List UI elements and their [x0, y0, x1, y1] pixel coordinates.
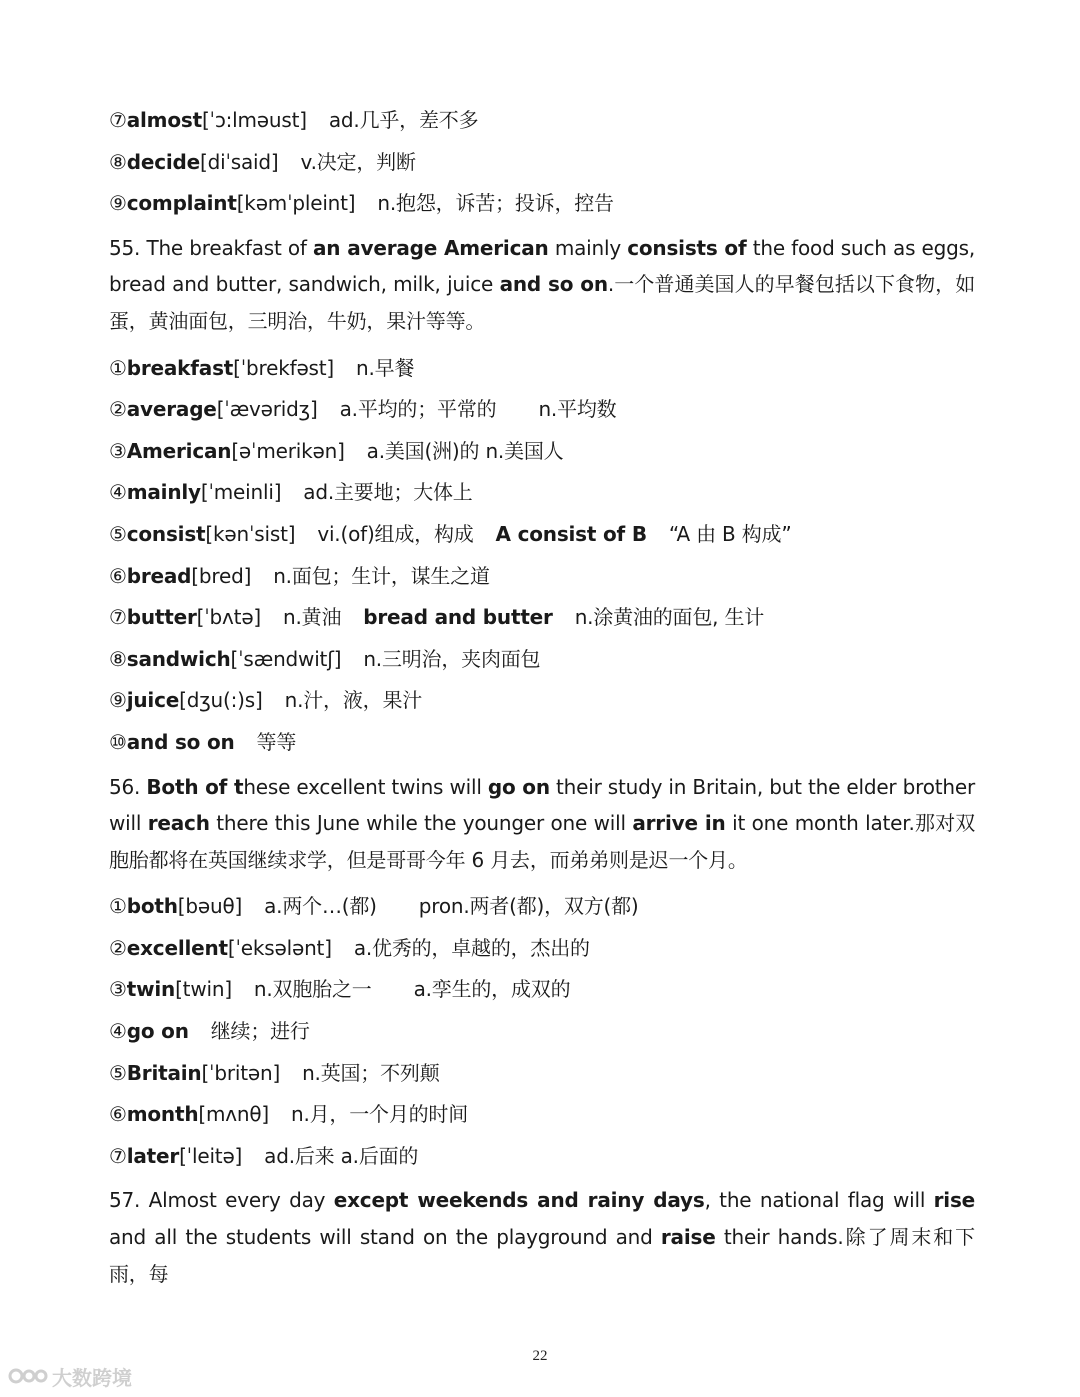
- entry-number: ④: [109, 1019, 127, 1044]
- entry-word: consist: [126, 521, 206, 546]
- key-phrase: an average American: [313, 235, 549, 260]
- entry-definition: 继续；进行: [210, 1019, 310, 1044]
- page-number: 22: [532, 1348, 548, 1364]
- entry-phonetic: [ˈbritən]: [201, 1060, 281, 1085]
- entry-word: month: [126, 1102, 199, 1127]
- entry-word: go on: [126, 1019, 189, 1044]
- entry-definition: a.美国(洲)的 n.美国人: [366, 438, 564, 463]
- vocab-entry: [109, 886, 975, 928]
- key-phrase: and so on: [499, 272, 608, 297]
- vocab-entry: [109, 1011, 975, 1053]
- vocab-entry: [109, 928, 975, 970]
- entry-word: later: [126, 1143, 180, 1168]
- entry-number: ⑩: [109, 729, 127, 754]
- entry-number: ①: [109, 894, 127, 919]
- vocab-entry: [109, 680, 975, 722]
- sentence-text: and all the students will stand on the playground and: [109, 1225, 661, 1250]
- entry-number: ⑤: [109, 1060, 127, 1085]
- entry-phonetic: [twin]: [175, 977, 232, 1002]
- sentence-text: .一个普通美国人的早餐包括以下食物，如蛋，黄油面包，三明治，牛奶，果汁等等。: [109, 272, 975, 333]
- sentence-text: 55. The breakfast of: [109, 235, 314, 260]
- entry-word: both: [126, 894, 178, 919]
- entry-phrase-definition: n.涂黄油的面包, 生计: [574, 605, 765, 630]
- entry-number: ⑥: [109, 563, 127, 588]
- entry-word: sandwich: [126, 646, 231, 671]
- entry-definition: pron.两者(都)，双方(都): [418, 894, 639, 919]
- vocab-entry: [109, 472, 975, 514]
- sentence-text: their study in Britain, but the elder brother will: [109, 774, 975, 836]
- sentence-text: it one month later.那对双胞胎都将在英国继续求学，但是哥哥今年 6 月去，而弟弟则是迟一个月。: [109, 811, 976, 872]
- entry-definition: ad.几乎，差不多: [328, 108, 479, 132]
- sentence-text: , the national flag will: [704, 1188, 934, 1213]
- entry-number: ⑦: [109, 1143, 127, 1168]
- vocab-entry: [109, 348, 975, 390]
- key-phrase: except weekends and rainy days: [333, 1188, 705, 1213]
- entry-definition: a.优秀的，卓越的，杰出的: [353, 935, 590, 960]
- key-phrase: consists of: [627, 235, 747, 260]
- entry-phonetic: [ˈbrekfəst]: [233, 355, 335, 380]
- vocab-entry: [109, 100, 975, 142]
- sentence-text: mainly: [548, 235, 628, 260]
- entry-number: ②: [109, 397, 127, 422]
- entry-word: butter: [126, 605, 197, 630]
- entry-definition: n.平均数: [538, 397, 617, 422]
- entry-definition: a.平均的；平常的: [339, 397, 497, 422]
- entry-definition: n.抱怨，诉苦；投诉，控告: [377, 191, 614, 216]
- vocab-entry: [109, 431, 975, 473]
- vocab-entry: [109, 1094, 975, 1136]
- entry-definition: n.汁，液，果汁: [284, 688, 423, 713]
- entry-number: ⑨: [109, 688, 127, 713]
- entry-definition: ad.后来 a.后面的: [264, 1143, 419, 1168]
- vocab-entry: [109, 597, 975, 639]
- entry-number: ⑦: [109, 605, 127, 630]
- vocab-entry: [109, 142, 975, 184]
- entry-word: Britain: [126, 1060, 202, 1085]
- entry-phonetic: [bəuθ]: [177, 894, 243, 919]
- vocab-entry: [109, 389, 975, 431]
- entry-phonetic: [dʒu(:)s]: [179, 688, 263, 713]
- entry-definition: ad.主要地；大体上: [303, 480, 473, 505]
- entry-phonetic: [kəmˈpleint]: [236, 191, 356, 216]
- entry-word: decide: [126, 149, 201, 174]
- entry-phonetic: [ˈsændwitʃ]: [230, 646, 342, 671]
- entry-phonetic: [kənˈsist]: [205, 521, 296, 546]
- sentence-text: their hands.除了周末和下雨，每: [109, 1225, 975, 1286]
- entry-word: mainly: [126, 480, 201, 505]
- vocab-entry: [109, 1053, 975, 1095]
- sentence-text: 56.: [109, 774, 147, 799]
- key-phrase: arrive in: [632, 811, 726, 836]
- example-sentence: [109, 769, 975, 879]
- entry-phonetic: [ˈeksələnt]: [227, 935, 332, 960]
- vocab-entry: [109, 514, 975, 556]
- entry-definition: n.面包；生计，谋生之道: [273, 563, 490, 588]
- entry-word: American: [126, 438, 232, 463]
- entry-phonetic: [ˈmeinli]: [200, 480, 282, 505]
- vocab-entry: [109, 556, 975, 598]
- watermark-logo-icon: [8, 1365, 48, 1387]
- entry-definition: n.黄油: [283, 605, 342, 630]
- entry-definition: n.英国；不列颠: [302, 1060, 440, 1085]
- entry-phonetic: [ˈævəridʒ]: [216, 397, 318, 422]
- sentence-text: 57. Almost every day: [109, 1188, 334, 1213]
- entry-number: ③: [109, 977, 127, 1002]
- key-phrase: reach: [147, 811, 210, 836]
- entry-number: ⑦: [109, 108, 127, 132]
- entry-word: excellent: [126, 935, 228, 960]
- key-phrase: go on: [487, 774, 550, 799]
- sentence-text: hese excellent twins will: [243, 774, 488, 799]
- entry-phonetic: [ˈbʌtə]: [196, 605, 262, 630]
- example-sentence: [109, 1182, 975, 1292]
- entry-phonetic: [ˈleitə]: [179, 1143, 243, 1168]
- entry-definition: v.决定，判断: [300, 149, 416, 174]
- watermark-text: 大数跨境: [52, 1365, 132, 1390]
- entry-definition: n.早餐: [356, 355, 415, 380]
- vocab-entry: [109, 722, 975, 764]
- entry-definition: vi.(of)组成，构成: [317, 521, 474, 546]
- entry-number: ⑤: [109, 521, 127, 546]
- entry-phrase: bread and butter: [363, 605, 553, 630]
- entry-definition: a.孪生的，成双的: [413, 977, 571, 1002]
- entry-number: ②: [109, 935, 127, 960]
- entry-definition: a.两个…(都): [264, 894, 377, 919]
- entry-number: ⑧: [109, 149, 127, 174]
- entry-number: ④: [109, 480, 127, 505]
- entry-word: complaint: [126, 191, 237, 216]
- document-body: [109, 100, 975, 1300]
- sentence-text: the food such as eggs, bread and butter, sandwich, milk, juice: [109, 235, 975, 297]
- entry-definition: n.三明治，夹肉面包: [363, 646, 541, 671]
- example-sentence: [109, 230, 975, 340]
- entry-word: and so on: [126, 729, 235, 754]
- entry-word: breakfast: [126, 355, 234, 380]
- vocab-entry: [109, 1136, 975, 1178]
- entry-number: ⑧: [109, 646, 127, 671]
- vocab-entry: [109, 183, 975, 225]
- entry-phonetic: [mʌnθ]: [198, 1102, 269, 1127]
- entry-number: ①: [109, 355, 127, 380]
- entry-definition: n.双胞胎之一: [253, 977, 372, 1002]
- entry-phonetic: [ˈɔ:lməust]: [201, 108, 307, 132]
- entry-word: twin: [126, 977, 176, 1002]
- vocab-entry: [109, 639, 975, 681]
- entry-definition: 等等: [256, 729, 297, 754]
- entry-word: juice: [126, 688, 180, 713]
- watermark: [8, 1362, 132, 1390]
- entry-definition: n.月，一个月的时间: [291, 1102, 469, 1127]
- entry-number: ⑥: [109, 1102, 127, 1127]
- entry-phrase: A consist of B: [495, 521, 647, 546]
- entry-word: average: [126, 397, 217, 422]
- entry-word: almost: [126, 108, 202, 132]
- entry-number: ⑨: [109, 191, 127, 216]
- entry-number: ③: [109, 438, 127, 463]
- vocab-entry: [109, 969, 975, 1011]
- key-phrase: raise: [660, 1225, 716, 1250]
- entry-phonetic: [bred]: [191, 563, 252, 588]
- key-phrase: rise: [933, 1188, 976, 1213]
- entry-phonetic: [əˈmerikən]: [231, 438, 345, 463]
- entry-phonetic: [diˈsaid]: [200, 149, 279, 174]
- entry-word: bread: [126, 563, 192, 588]
- key-phrase: Both of t: [146, 774, 244, 799]
- sentence-text: there this June while the younger one will: [209, 811, 633, 836]
- entry-phrase-definition: “A 由 B 构成”: [668, 521, 792, 546]
